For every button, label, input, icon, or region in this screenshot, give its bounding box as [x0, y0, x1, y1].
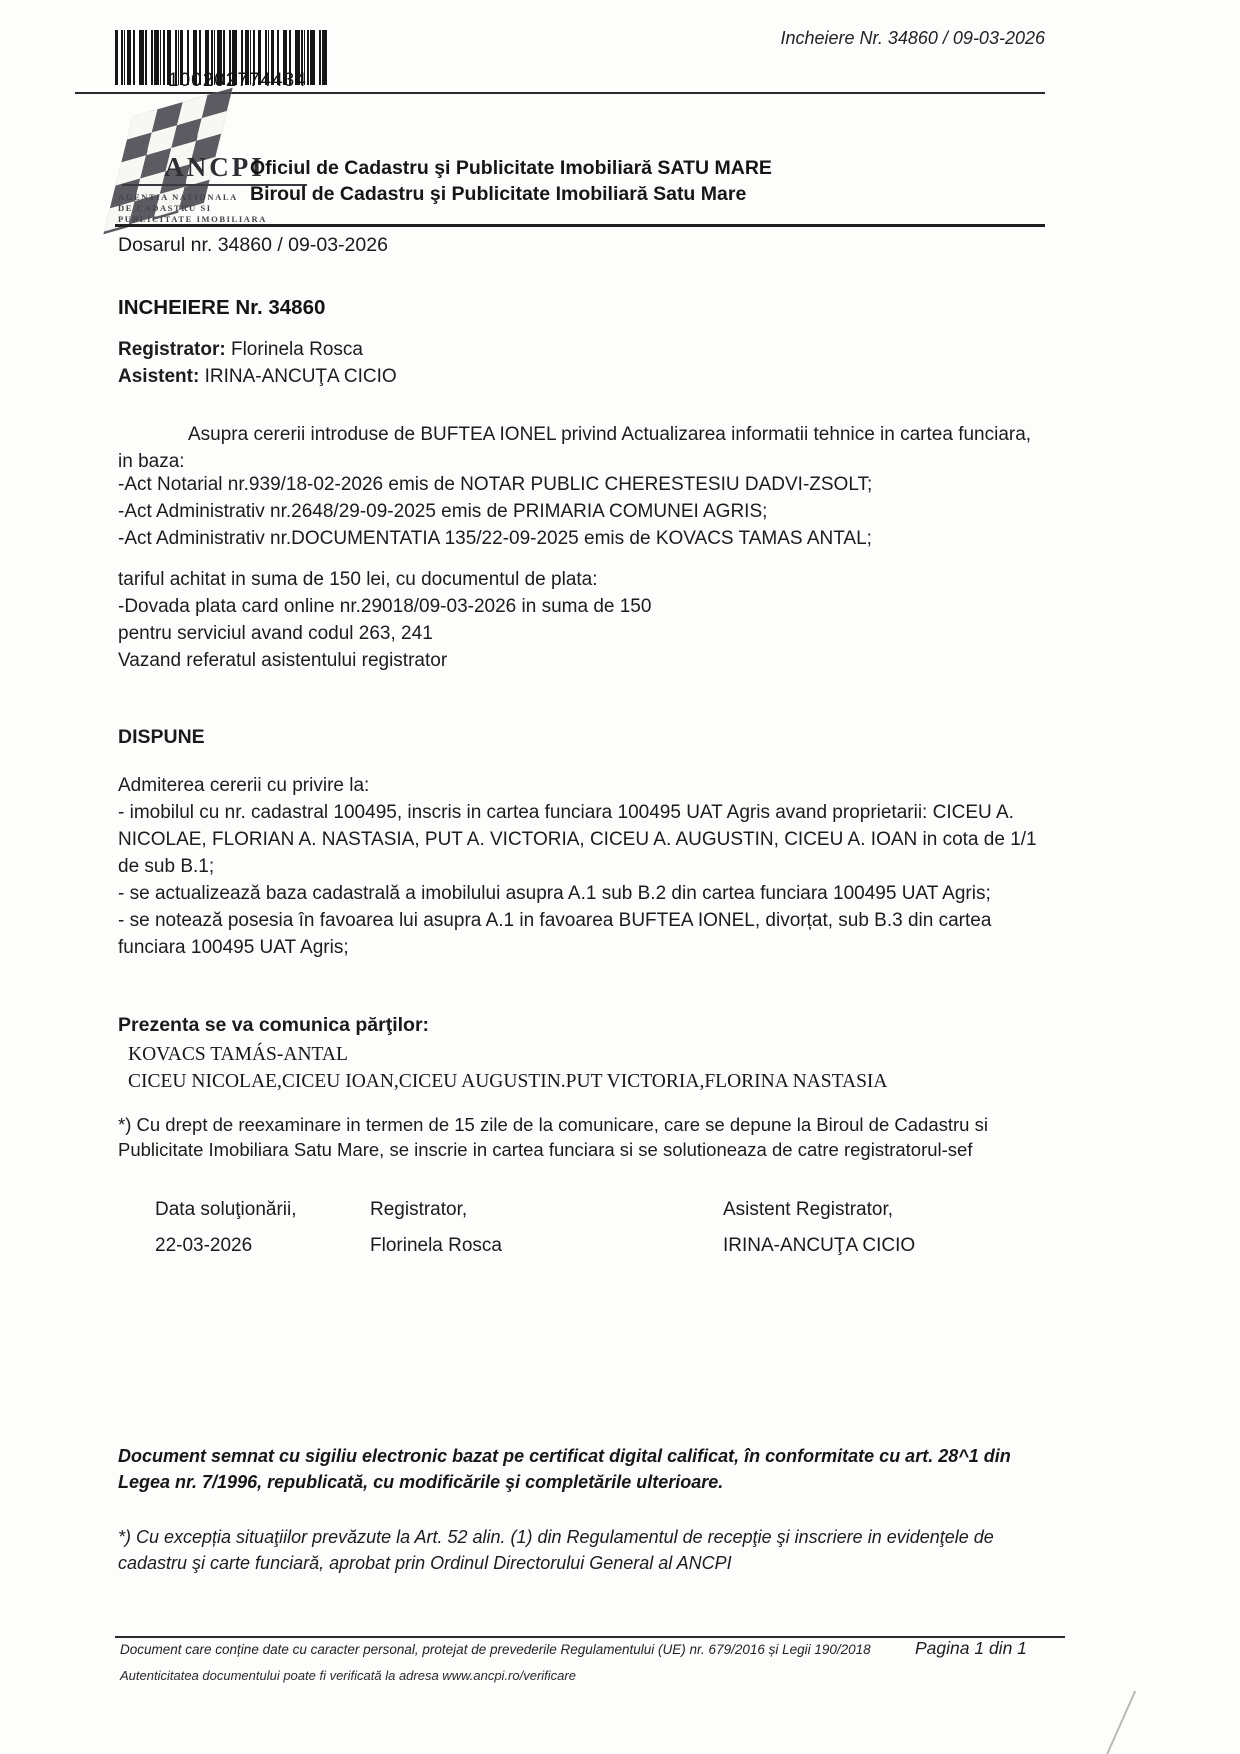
tariff-line: tariful achitat in suma de 150 lei, cu documentul de plata:	[118, 569, 598, 590]
parties-list	[128, 1041, 1058, 1095]
exception-note: *) Cu excepția situaţiilor prevăzute la Art. 52 alin. (1) din Regulamentul de recepţie şi inscriere in evidenţele de cadastru şi carte funciară, aprobat prin Ordinul Directorului General al ANCPI	[118, 1527, 994, 1573]
reexamination-note: *) Cu drept de reexaminare in termen de 15 zile de la comunicare, care se depune la Biroul de Cadastru si Publicitate Imobiliara Satu Mare, se inscrie in cartea funciara si se solutioneaza de catre registratorul-sef	[118, 1114, 988, 1160]
registrator-signature-label: Registrator,	[370, 1199, 468, 1220]
asistent-label: Asistent:	[118, 366, 200, 387]
page-indicator: Pagina 1 din 1	[915, 1638, 1027, 1658]
tariff-line: -Dovada plata card online nr.29018/09-03-2026 in suma de 150	[118, 596, 652, 617]
scan-artifact	[1106, 1691, 1136, 1754]
party-name: KOVACS TAMÁS-ANTAL	[128, 1044, 348, 1065]
office-divider	[115, 224, 1045, 227]
asistent-signature-name: IRINA-ANCUŢA CICIO	[723, 1235, 916, 1256]
ancpi-subtitle-line3: PUBLICITATE IMOBILIARA	[118, 214, 267, 224]
dispune-heading: DISPUNE	[118, 726, 205, 748]
asistent-signature-label: Asistent Registrator,	[723, 1199, 894, 1220]
dispune-item: - imobilul cu nr. cadastral 100495, inscris in cartea funciara 100495 UAT Agris avand proprietarii: CICEU A. NICOLAE, FLORIAN A. NASTASIA, PUT A. VICTORIA, CICEU A. AUGUSTIN, CICEU A. IOAN in cota de 1/1 de sub B.1;	[118, 802, 1037, 877]
ancpi-logo-text: ANCPI	[122, 152, 307, 186]
registrator-label: Registrator:	[118, 339, 226, 360]
asistent-line	[118, 363, 397, 390]
bureau-name: Biroul de Cadastru şi Publicitate Imobiliară Satu Mare	[250, 183, 747, 205]
request-intro-paragraph: Asupra cererii introduse de BUFTEA IONEL privind Actualizarea informatii tehnice in cartea funciara, in baza:	[118, 424, 1032, 472]
dispune-item: - se notează posesia în favoarea lui asupra A.1 in favoarea BUFTEA IONEL, divorțat, sub B.3 din cartea funciara 100495 UAT Agris;	[118, 910, 992, 958]
registrator-signature-name: Florinela Rosca	[370, 1235, 502, 1256]
dossier-number: Dosarul nr. 34860 / 09-03-2026	[118, 234, 388, 256]
acts-list	[118, 471, 1048, 552]
dispune-item: - se actualizează baza cadastrală a imobilului asupra A.1 sub B.2 din cartea funciara 100495 UAT Agris;	[118, 883, 991, 904]
act-item: -Act Administrativ nr.2648/29-09-2025 emis de PRIMARIA COMUNEI AGRIS;	[118, 501, 768, 522]
date-value: 22-03-2026	[155, 1235, 253, 1256]
electronic-signature-note: Document semnat cu sigiliu electronic bazat pe certificat digital calificat, în conformitate cu art. 28^1 din Legea nr. 7/1996, republicată, cu modificările şi completările ulterioare.	[118, 1446, 1011, 1492]
incheiere-reference: Incheiere Nr. 34860 / 09-03-2026	[780, 28, 1045, 48]
act-item: -Act Notarial nr.939/18-02-2026 emis de NOTAR PUBLIC CHERESTESIU DADVI-ZSOLT;	[118, 474, 873, 495]
registrator-name: Florinela Rosca	[230, 339, 363, 360]
registrator-line	[118, 336, 363, 363]
tariff-line: Vazand referatul asistentului registrator	[118, 650, 448, 671]
dispune-items	[118, 799, 1056, 961]
office-name: Oficiul de Cadastru şi Publicitate Imobiliară SATU MARE	[250, 157, 772, 179]
document-title: INCHEIERE Nr. 34860	[118, 296, 326, 319]
ancpi-subtitle-line1: AGENTIA NATIONALA	[118, 192, 238, 202]
communication-heading: Prezenta se va comunica părţilor:	[118, 1014, 430, 1036]
tariff-line: pentru serviciul avand codul 263, 241	[118, 623, 433, 644]
tariff-section	[118, 566, 1048, 674]
footer-verification-note: Autenticitatea documentului poate fi verificată la adresa www.ancpi.ro/verificare	[120, 1668, 576, 1683]
act-item: -Act Administrativ nr.DOCUMENTATIA 135/22-09-2025 emis de KOVACS TAMAS ANTAL;	[118, 528, 872, 549]
ancpi-subtitle-line2: DE CADASTRU SI	[118, 203, 212, 213]
footer-privacy-note: Document care conține date cu caracter personal, protejat de prevederile Regulamentului (UE) nr. 679/2016 și Legii 190/2018	[120, 1642, 871, 1657]
barcode-number: 100202774434	[168, 70, 307, 91]
asistent-name: IRINA-ANCUŢA CICIO	[204, 366, 397, 387]
party-name: CICEU NICOLAE,CICEU IOAN,CICEU AUGUSTIN.PUT VICTORIA,FLORINA NASTASIA	[128, 1071, 888, 1092]
date-label: Data soluţionării,	[155, 1199, 297, 1220]
office-header	[250, 155, 1010, 207]
admitere-line: Admiterea cererii cu privire la:	[118, 775, 370, 796]
